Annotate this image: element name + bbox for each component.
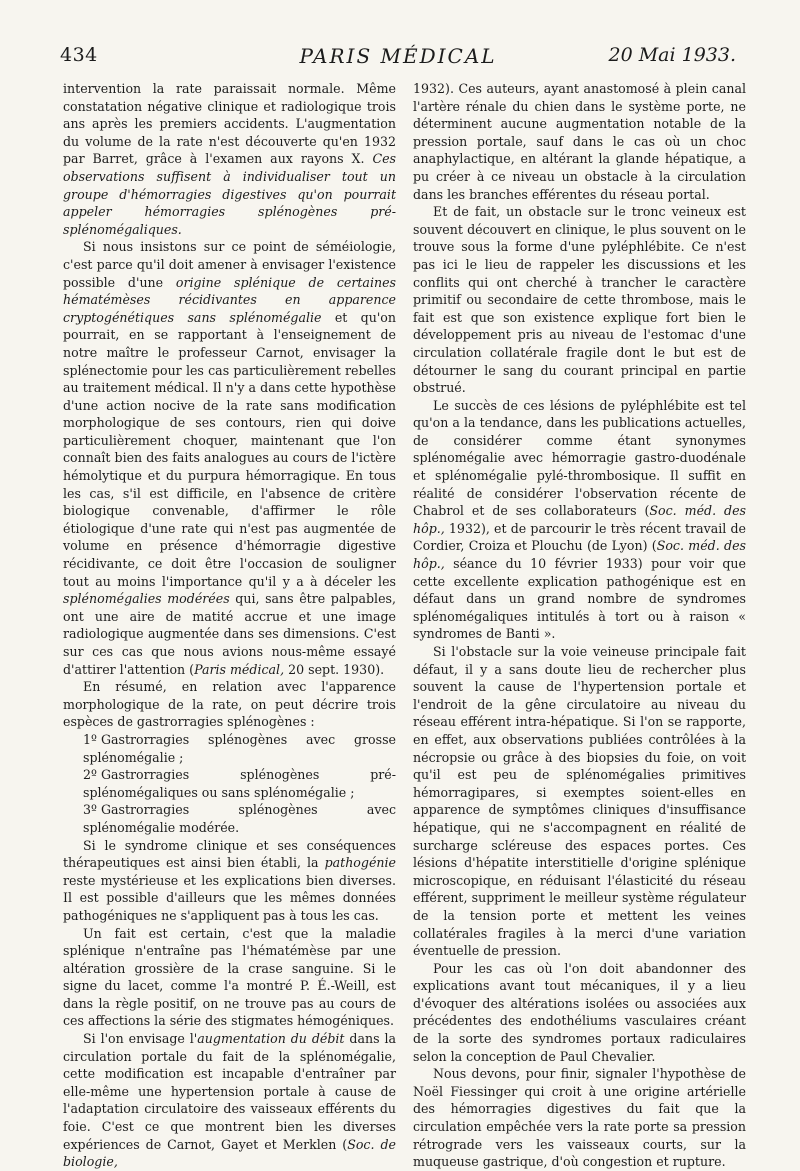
paragraph: En résumé, en relation avec l'apparence morphologique de la rate, on peut décrire trois espèces de gastrorragies splénogènes : — [63, 679, 396, 730]
paragraph: Si l'obstacle sur la voie veineuse principale fait défaut, il y a sans doute lieu de rechercher plus souvent la cause de l'hypertension portale et l'endroit de la gêne circulatoire au niveau du réseau efférent intra-hépatique. Si l'on se rapporte, en effet, aux observations publiées contrôlées à la nécropsie ou grâce à des biopsies du foie, on voit qu'il est peu de splénomégalies primitives hémorragipares, si exemptes soient-elles en apparence de symptômes cliniques d'insuffisance hépatique, qui ne s'accompagnent en réalité de surcharge scléreuse des espaces portes. Ces lésions d'hépatite interstitielle d'origine splénique microscopique, en réduisant l'élasticité du réseau efférent, suppriment le meilleur système régulateur de la tension porte et mettent les veines collatérales fragiles à la merci d'une variation éventuelle de pression. — [413, 644, 746, 959]
left-column — [63, 80, 396, 1171]
paragraph: Le succès de ces lésions de pyléphlébite est tel qu'on a la tendance, dans les publications actuelles, de considérer comme étant synonymes splénomégalie avec hémorragie gastro-duodénale et splénomégalie pylé-thrombosique. Il suffit en réalité de considérer l'observation récente de Chabrol et de ses collaborateurs (Soc. méd. des hôp., 1932), et de parcourir le très récent travail de Cordier, Croiza et Plouchu (de Lyon) (Soc. méd. des hôp., séance du 10 février 1933) pour voir que cette excellente explication pathogénique est en défaut dans un grand nombre de syndromes splénomégaliques intitulés à tort ou à raison « syndromes de Banti ». — [413, 397, 746, 642]
list-item: 1º Gastrorragies splénogènes avec grosse splénomégalie ; — [83, 731, 396, 765]
issue-date: 20 Mai 1933. — [608, 44, 736, 66]
paragraph: Si nous insistons sur ce point de séméiologie, c'est parce qu'il doit amener à envisager l'existence possible d'une origine splénique de certaines hématémèses récidivantes en apparence cryptogénétiques sans splénomégalie et qu'on pourrait, en se rapportant à l'enseignement de notre maître le professeur Carnot, envisager la splénectomie pour les cas particulièrement rebelles au traitement médical. Il n'y a dans cette hypothèse d'une action nocive de la rate sans modification morphologique de ses contours, rien qui doive particulièrement choquer, maintenant que l'on connaît bien des faits analogues au cours de l'ictère hémolytique et du purpura hémorragique. En tous les cas, s'il est difficile, en l'absence de critère biologique convenable, d'affirmer le rôle étiologique d'une rate qui n'est pas augmentée de volume en présence d'hémorragie digestive récidivante, ce doit être l'occasion de souligner tout au moins l'importance qu'il y a à déceler les splénomégalies modérées qui, sans être palpables, ont une aire de matité accrue et une image radiologique augmentée dans ses dimensions. C'est sur ces cas que nous avions nous-même essayé d'attirer l'attention (Paris médical, 20 sept. 1930). — [63, 239, 396, 677]
right-column — [413, 80, 746, 1171]
page-number: 434 — [60, 44, 98, 66]
paragraph: intervention la rate paraissait normale. Même constatation négative clinique et radiologique trois ans après les premiers accidents. L'augmentation du volume de la rate n'est découverte qu'en 1932 par Barret, grâce à l'examen aux rayons X. Ces observations suffisent à individualiser tout un groupe d'hémorragies digestives qu'on pourrait appeler hémorragies splénogènes pré-splénomégaliques. — [63, 81, 396, 237]
paragraph: Pour les cas où l'on doit abandonner des explications avant tout mécaniques, il y a lieu d'évoquer des altérations isolées ou associées aux précédentes des endothéliums vasculaires créant de la sorte des syndromes portaux radiculaires selon la conception de Paul Chevalier. — [413, 960, 746, 1064]
page-header — [60, 44, 736, 72]
paragraph: Un fait est certain, c'est que la maladie splénique n'entraîne pas l'hématémèse par une altération grossière de la crase sanguine. Si le signe du lacet, comme l'a montré P. É.-Weill, est dans la règle positif, on ne trouve pas au cours de ces affections la série des stigmates hémogéniques. — [63, 925, 396, 1029]
list-item: 3º Gastrorragies splénogènes avec splénomégalie modérée. — [83, 802, 396, 835]
paragraph: Et de fait, un obstacle sur le tronc veineux est souvent découvert en clinique, le plus souvent on le trouve sous la forme d'une pyléphlébite. Ce n'est pas ici le lieu de rappeler les discussions et les conflits qui ont cherché à trancher le caractère primitif ou secondaire de cette thrombose, mais le fait est que son existence explique fort bien le développement pris au niveau de l'estomac d'une circulation collatérale fragile dont le but est de détourner le sang du courant principal en partie obstrué. — [413, 204, 746, 396]
paragraph: 1932). Ces auteurs, ayant anastomosé à plein canal l'artère rénale du chien dans le système porte, ne déterminent aucune augmentation notable de la pression portale, sauf dans le cas où un choc anaphylactique, en altérant la glande hépatique, a pu créer à ce niveau un obstacle à la circulation dans les branches efférentes du réseau portal. — [413, 81, 746, 202]
list-item: 2º Gastrorragies splénogènes pré-splénomégaliques ou sans splénomégalie ; — [83, 767, 396, 800]
paragraph: Si le syndrome clinique et ses conséquences thérapeutiques est ainsi bien établi, la pathogénie reste mystérieuse et les explications bien diverses. Il est possible d'ailleurs que les mêmes données pathogéniques ne s'appliquent pas à tous les cas. — [63, 837, 396, 923]
paragraph: Nous devons, pour finir, signaler l'hypothèse de Noël Fiessinger qui croit à une origine artérielle des hémorragies digestives du fait que la circulation empêchée vers la rate porte sa pression rétrograde vers les vaisseaux courts, sur la muqueuse gastrique, d'où congestion et rupture. — [413, 1066, 746, 1170]
paragraph: Si l'on envisage l'augmentation du débit dans la circulation portale du fait de la splénomégalie, cette modification est incapable d'entraîner par elle-même une hypertension portale à cause de l'adaptation circulatoire des vaisseaux efférents du foie. C'est ce que montrent bien les diverses expériences de Carnot, Gayet et Merklen (Soc. de biologie, — [63, 1031, 397, 1170]
journal-title: PARIS MÉDICAL — [299, 44, 497, 68]
